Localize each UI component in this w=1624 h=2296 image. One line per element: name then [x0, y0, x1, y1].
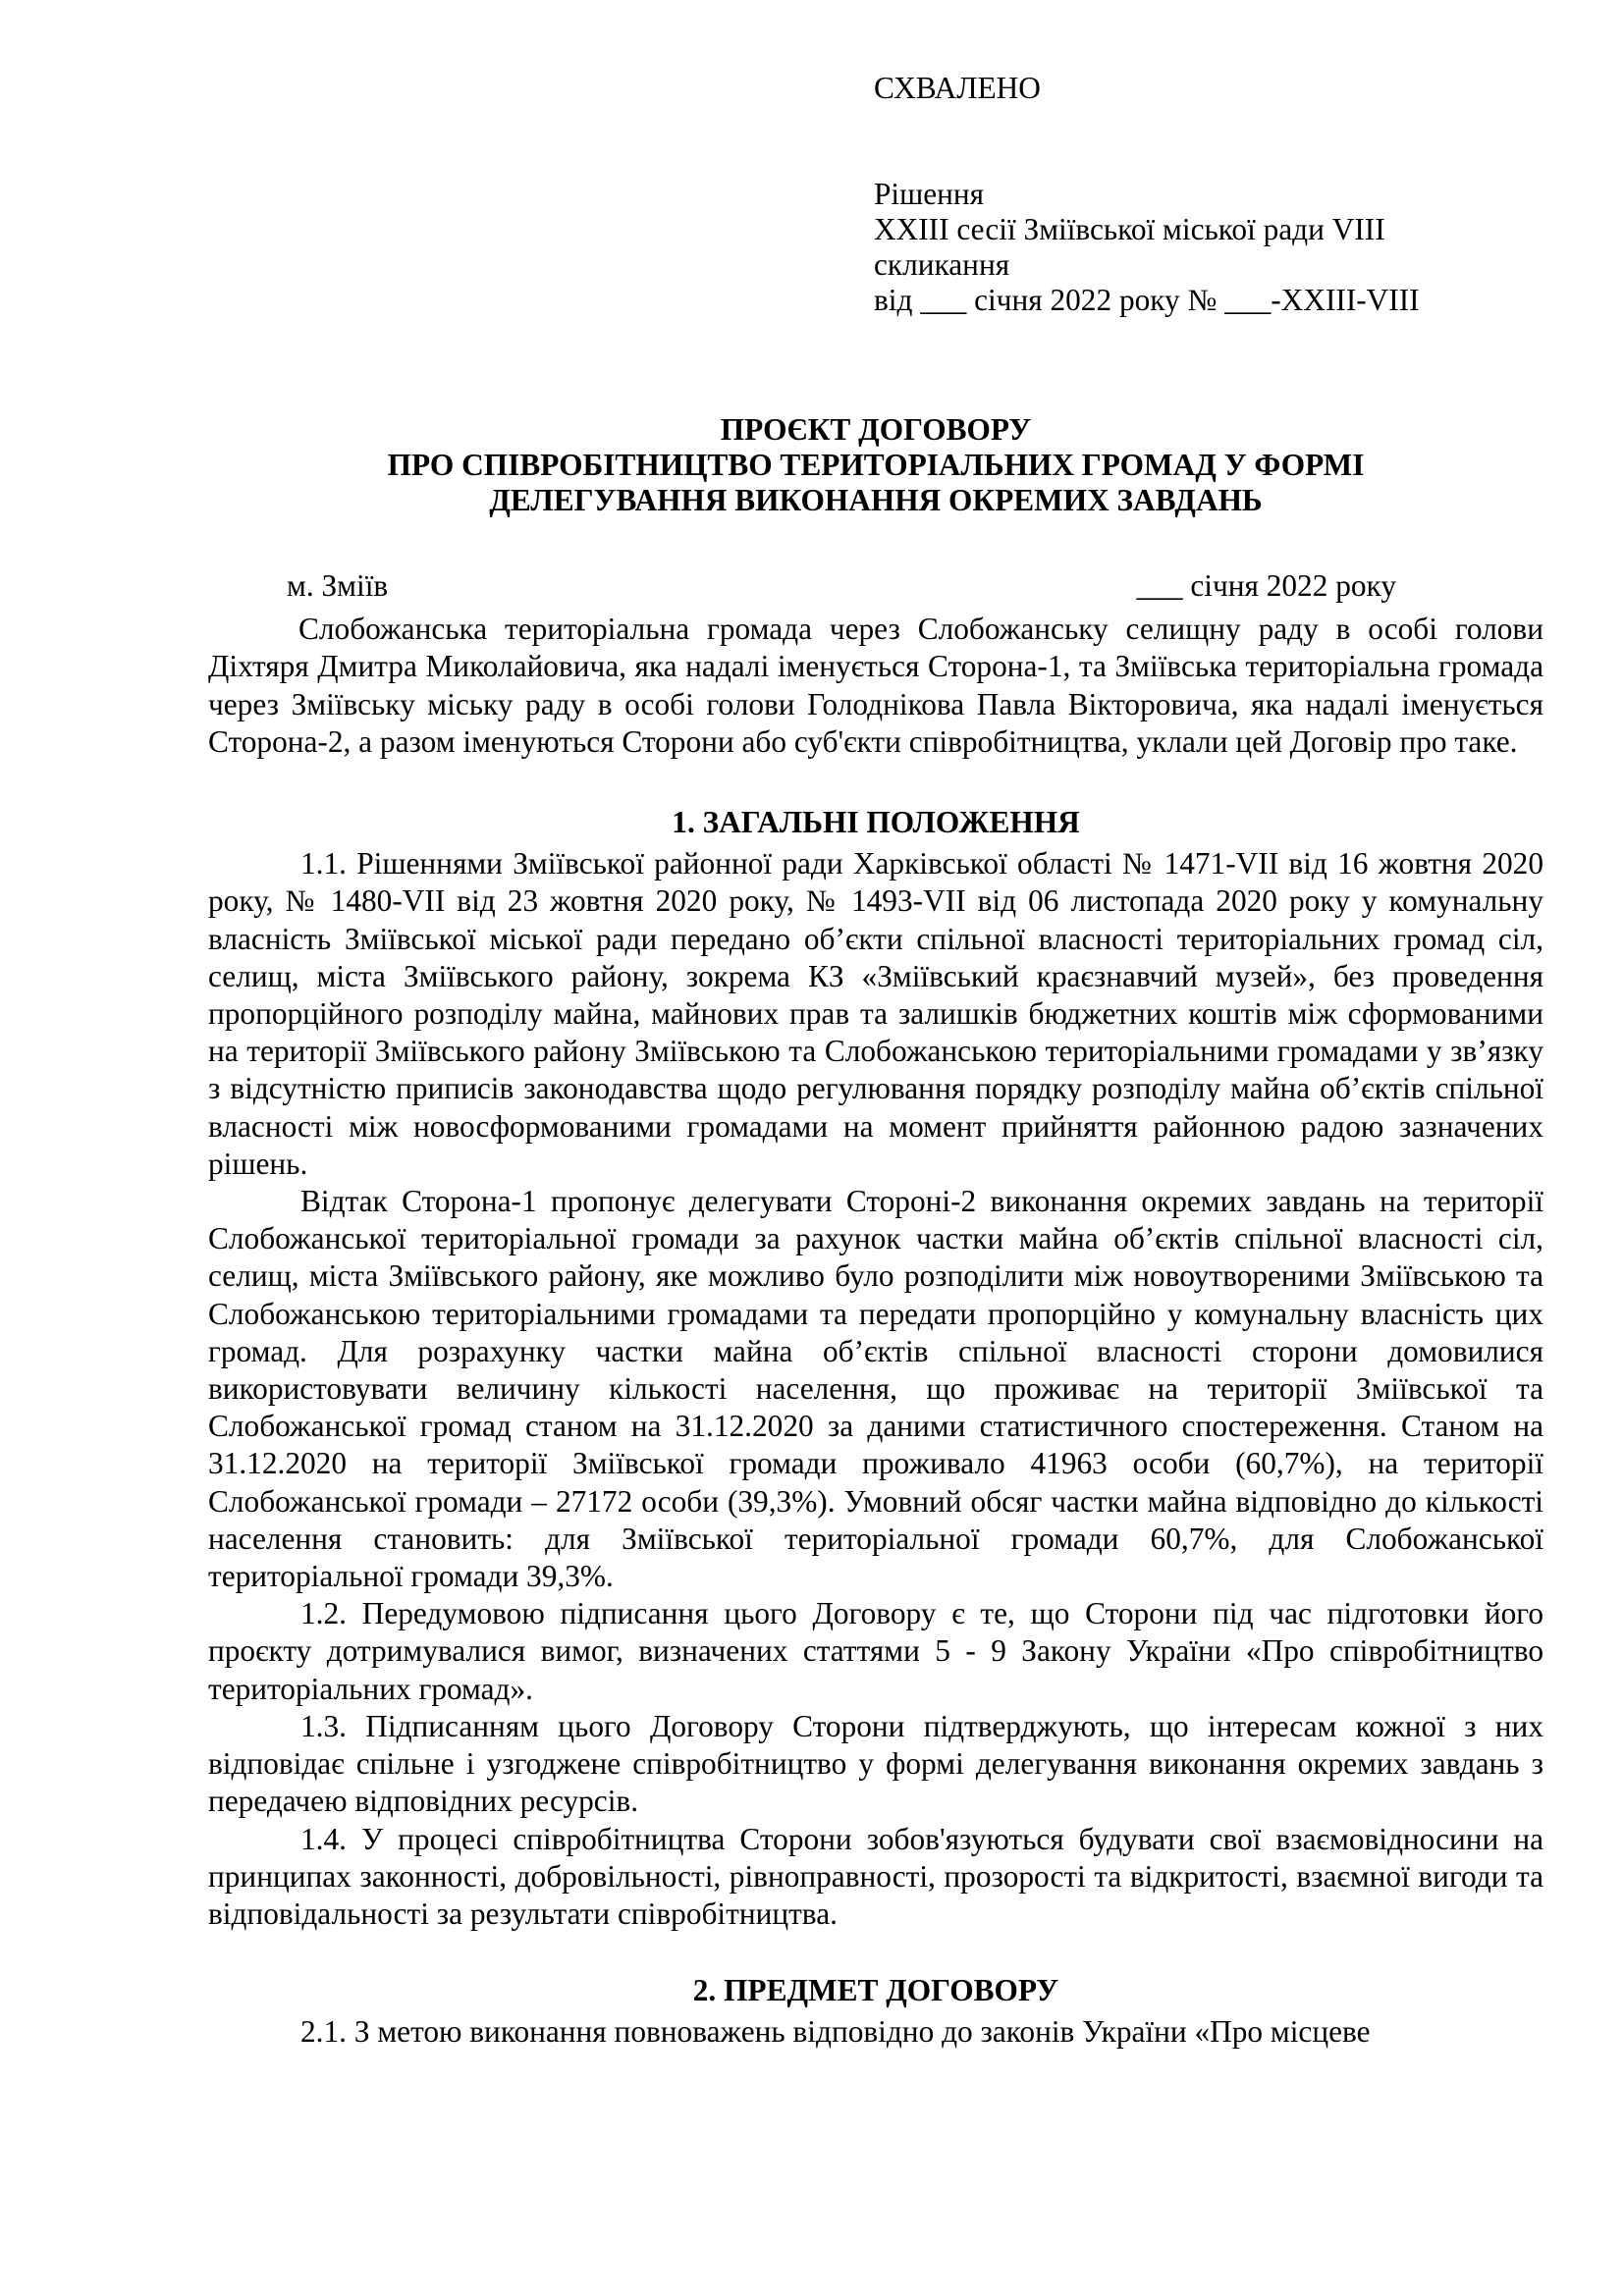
document-body [208, 412, 1543, 2052]
section-heading-general: 1. ЗАГАЛЬНІ ПОЛОЖЕННЯ [672, 805, 1080, 840]
title-line-1: ПРОЄКТ ДОГОВОРУ [720, 412, 1032, 447]
preamble-paragraph: Слобожанська територіальна громада через Слобожанську селищну раду в особі голови Діхтяря Дмитра Миколайовича, яка надалі іменується Сторона-1, та Зміївська територіальна громада через Зміївську міську раду в особі голови Голоднікова Павла Вікторовича, яка надалі іменується Сторона-2, а разом іменуються Сторони або суб'єкти співробітництва, уклали цей Договір про таке. [208, 612, 1543, 759]
place-date-row [208, 567, 1543, 605]
section-heading-subject: 2. ПРЕДМЕТ ДОГОВОРУ [692, 1973, 1059, 2008]
place: м. Зміїв [287, 568, 389, 603]
decision-label: Рішення [874, 177, 985, 211]
paragraph-2-1: 2.1. З метою виконання повноважень відповідно до законів України «Про місцеве [300, 2014, 1371, 2050]
session-line-1: XXIII сесії Зміївської міської ради VIII [874, 212, 1385, 246]
paragraph-1-4: 1.4. У процесі співробітництва Сторони зобов'язуються будувати свої взаємовідносини на принципах законності, добровільності, рівноправності, прозорості та відкритості, взаємної вигоди та відповідальності за результати співробітництва. [208, 1821, 1543, 1931]
paragraph-1-1: 1.1. Рішеннями Зміївської районної ради Харківської області № 1471-VII від 16 жовтня 2020 року, № 1480-VII від 23 жовтня 2020 року, № 1493-VII від 06 листопада 2020 року у комунальну власність Зміївської міської ради передано об’єкти спільної власності територіальних громад сіл, селищ, міста Зміївського району, зокрема КЗ «Зміївський краєзнавчий музей», без проведення пропорційного розподілу майна, майнових прав та залишків бюджетних коштів між сформованими на території Зміївського району Зміївською та Слобожанською територіальними громадами у зв’язку з відсутністю приписів законодавства щодо регулювання порядку розподілу майна об’єктів спільної власності між новосформованими громадами на момент прийняття районною радою зазначених рішень. [208, 846, 1543, 1181]
contract-date: ___ січня 2022 року [1136, 568, 1396, 603]
paragraph-1-1-continued: Відтак Сторона-1 пропонує делегувати Стороні-2 виконання окремих завдань на території Слобожанської територіальної громади за рахунок частки майна об’єктів спільної власності сіл, селищ, міста Зміївського району, яке можливо було розподілити між новоутвореними Зміївською та Слобожанською територіальними громадами та передати пропорційно у комунальну власність цих громад. Для розрахунку частки майна об’єктів спільної власності сторони домовилися використовувати величину кількості населення, що проживає на території Зміївської та Слобожанської громад станом на 31.12.2020 за даними статистичного спостереження. Станом на 31.12.2020 на території Зміївської громади проживало 41963 особи (60,7%), на території Слобожанської громади – 27172 особи (39,3%). Умовний обсяг частки майна відповідно до кількості населення становить: для Зміївської територіальної громади 60,7%, для Слобожанської територіальної громади 39,3%. [208, 1184, 1543, 1594]
session-line-2: скликання [874, 247, 1010, 282]
approval-block [874, 71, 1483, 318]
decision-date-line: від ___ січня 2022 року № ___-XXIII-VIII [874, 283, 1420, 317]
title-line-3: ДЕЛЕГУВАННЯ ВИКОНАННЯ ОКРЕМИХ ЗАВДАНЬ [489, 483, 1263, 517]
approved-label: СХВАЛЕНО [874, 71, 1041, 105]
paragraph-1-3: 1.3. Підписанням цього Договору Сторони підтверджують, що інтересам кожної з них відповідає спільне і узгоджене співробітництво у формі делегування виконання окремих завдань з передачею відповідних ресурсів. [208, 1708, 1543, 1819]
document-title [208, 412, 1543, 518]
title-line-2: ПРО СПІВРОБІТНИЦТВО ТЕРИТОРІАЛЬНИХ ГРОМАД У ФОРМІ [387, 448, 1365, 482]
paragraph-1-2: 1.2. Передумовою підписання цього Договору є те, що Сторони під час підготовки його проєкту дотримувалися вимог, визначених статтями 5 - 9 Закону України «Про співробітництво територіальних громад». [208, 1596, 1543, 1706]
